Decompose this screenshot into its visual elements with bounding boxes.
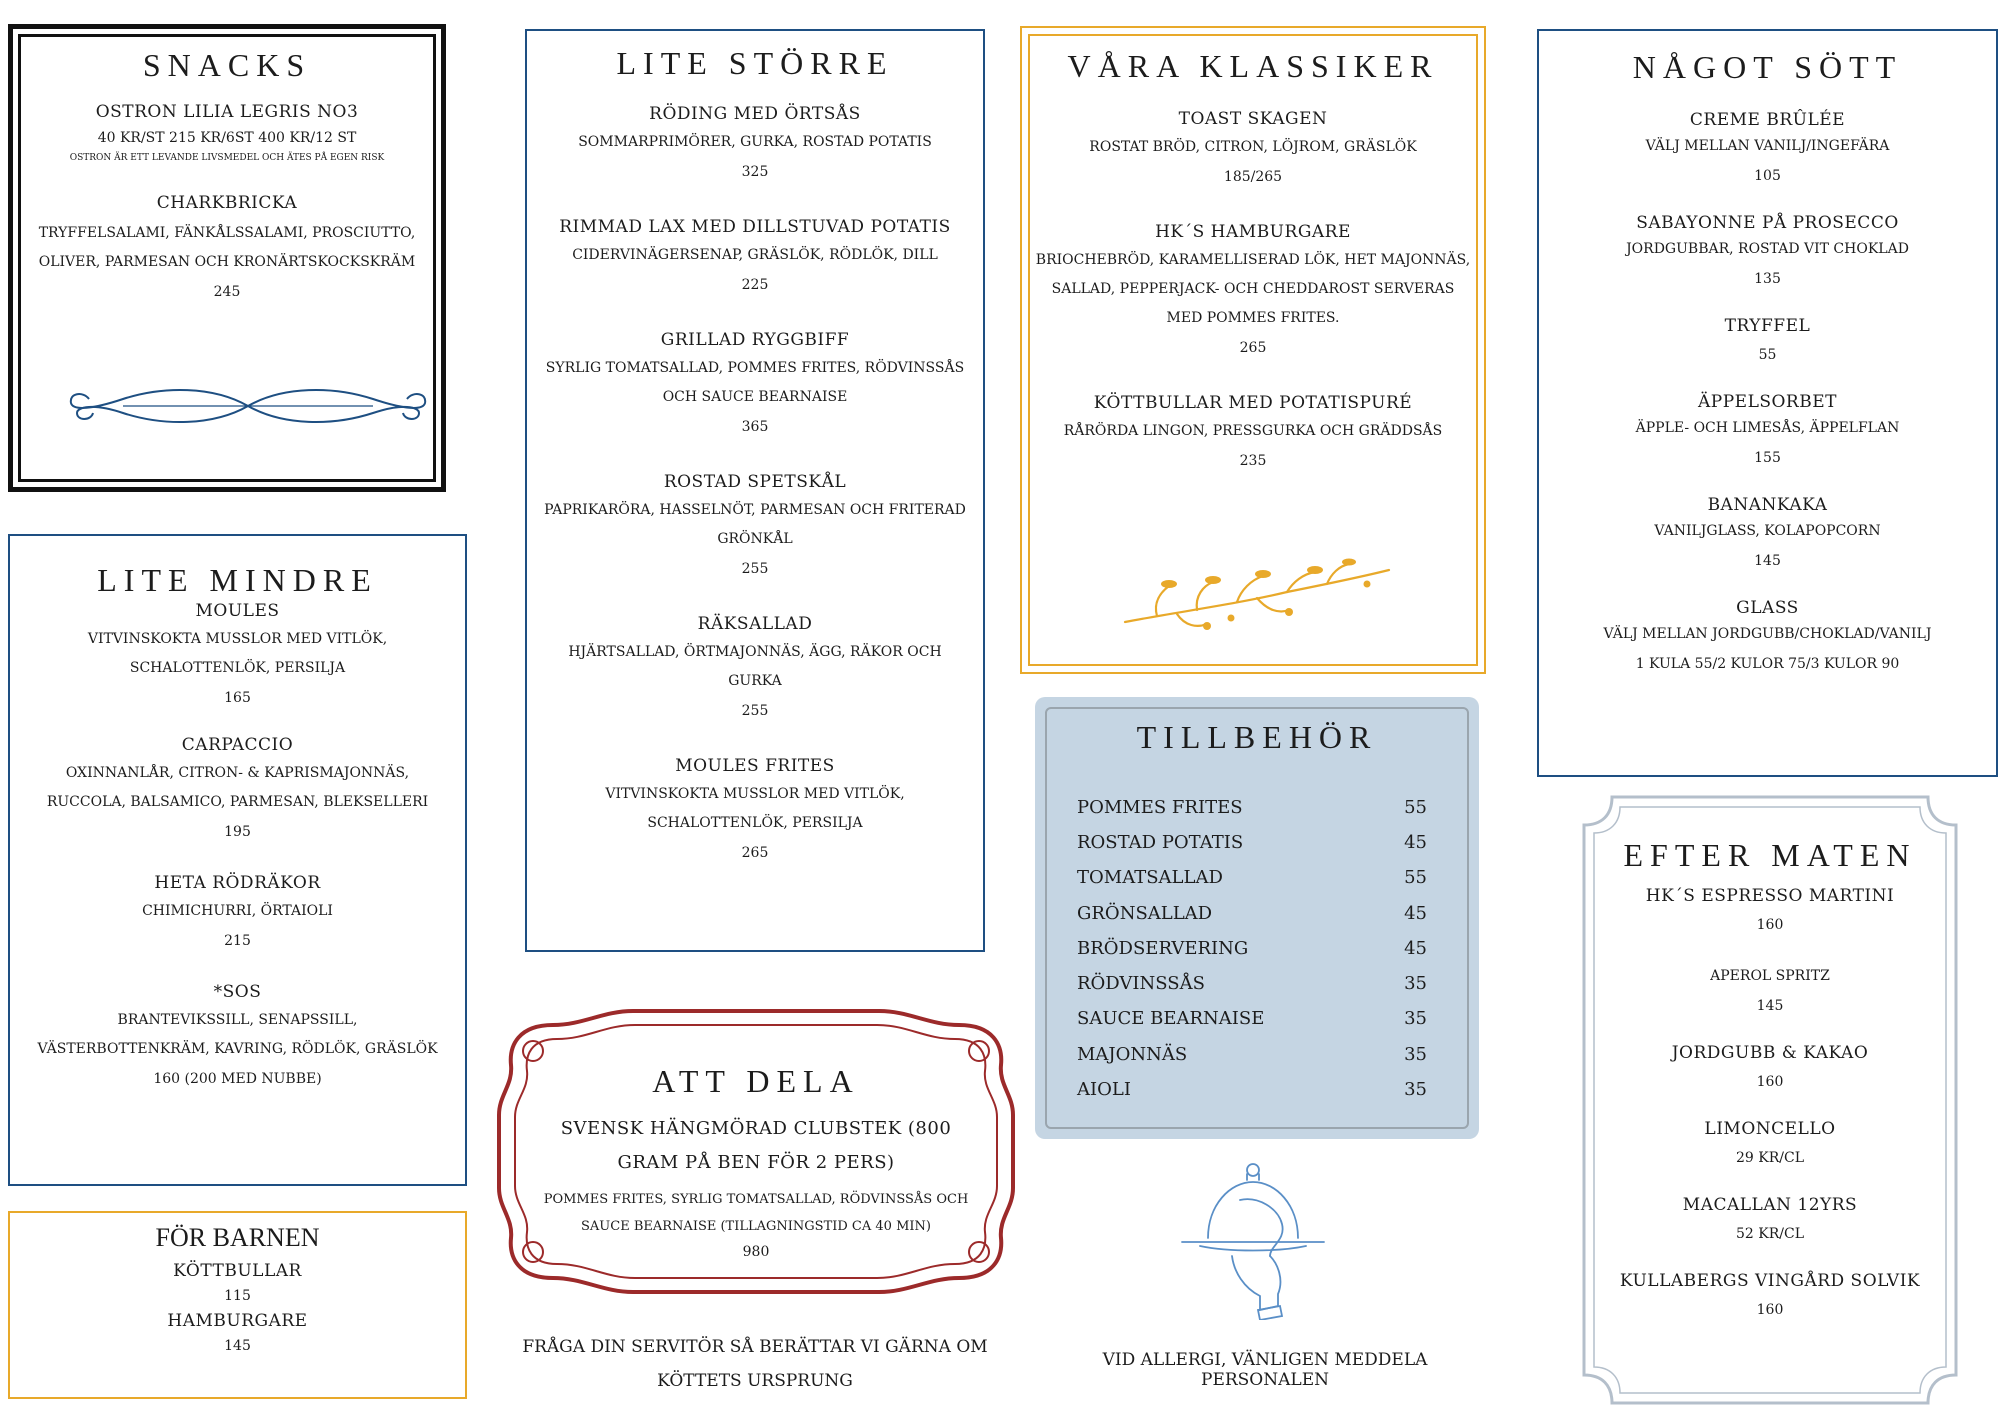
- item-name: ROSTAD POTATIS: [1077, 832, 1244, 853]
- item-name: ÄPPELSORBET: [1698, 392, 1837, 412]
- item-desc: CIDERVINÄGERSENAP, GRÄSLÖK, RÖDLÖK, DILL: [572, 247, 938, 263]
- item-price: 160: [1756, 1074, 1784, 1090]
- item-price: 145: [1754, 553, 1781, 569]
- item-price: 160: [1756, 1302, 1784, 1318]
- allergy-note: VID ALLERGI, VÄNLIGEN MEDDELA PERSONALEN: [1102, 1350, 1428, 1390]
- att-dela-title: ATT DELA: [652, 1063, 860, 1099]
- side-item: [1077, 1079, 1427, 1100]
- menu-item: [1598, 1271, 1942, 1325]
- item-name: APEROL SPRITZ: [1710, 968, 1830, 984]
- item-price: 52 KR/CL: [1736, 1226, 1804, 1242]
- for-barnen-section: [8, 1211, 467, 1399]
- menu-item: [1598, 1043, 1942, 1097]
- menu-item: [1598, 962, 1942, 1021]
- menu-item: [541, 756, 969, 868]
- lite-mindre-title: LITE MINDRE: [97, 562, 378, 598]
- item-desc: VITVINSKOKTA MUSSLOR MED VITLÖK, SCHALOTTENLÖK, PERSILJA: [87, 631, 388, 676]
- side-item: [1077, 867, 1427, 888]
- item-price: 185/265: [1223, 169, 1283, 185]
- snacks-title: SNACKS: [142, 47, 312, 83]
- item-desc: VANILJGLASS, KOLAPOPCORN: [1654, 523, 1881, 539]
- item-desc: HJÄRTSALLAD, ÖRTMAJONNÄS, ÄGG, RÄKOR OCH GURKA: [568, 644, 942, 689]
- item-name: SVENSK HÄNGMÖRAD CLUBSTEK (800 GRAM PÅ BEN FÖR 2 PERS): [560, 1118, 952, 1173]
- item-name: KÖTTBULLAR: [173, 1261, 302, 1281]
- item-name: *SOS: [213, 982, 262, 1002]
- menu-item: [33, 193, 421, 307]
- item-price: 195: [224, 824, 251, 840]
- menu-item: [1551, 110, 1984, 191]
- menu-item: [1598, 1119, 1942, 1173]
- item-name: MOULES: [195, 601, 280, 621]
- item-name: OSTRON LILIA LEGRIS NO3: [95, 102, 359, 122]
- menu-item: [30, 735, 445, 847]
- item-price: 165: [224, 690, 251, 706]
- item-desc: POMMES FRITES, SYRLIG TOMATSALLAD, RÖDVINSSÅS OCH SAUCE BEARNAISE (TILLAGNINGSTID CA 40 MIN): [543, 1192, 969, 1234]
- item-name: SABAYONNE PÅ PROSECCO: [1636, 213, 1899, 233]
- side-item: [1077, 832, 1427, 853]
- item-price: 45: [1404, 903, 1427, 924]
- item-name: TOAST SKAGEN: [1178, 109, 1328, 129]
- item-price: 225: [741, 277, 769, 293]
- menu-item: [30, 873, 445, 956]
- side-item: [1077, 938, 1427, 959]
- item-price: 265: [741, 845, 769, 861]
- item-price: 1 KULA 55/2 KULOR 75/3 KULOR 90: [1635, 656, 1900, 672]
- item-price: 45: [1404, 938, 1427, 959]
- side-item: [1077, 1008, 1427, 1029]
- menu-item: [1551, 392, 1984, 473]
- item-price: 215: [224, 933, 251, 949]
- item-name: CHARKBRICKA: [156, 193, 298, 213]
- for-barnen-title: FÖR BARNEN: [155, 1223, 320, 1252]
- item-price: 115: [224, 1288, 251, 1304]
- vara-klassiker-section: [1020, 26, 1486, 674]
- item-price: 105: [1754, 168, 1781, 184]
- menu-item: [541, 614, 969, 726]
- menu-item: [1598, 886, 1942, 940]
- item-desc: PAPRIKARÖRA, HASSELNÖT, PARMESAN OCH FRITERAD GRÖNKÅL: [544, 502, 966, 547]
- item-name: RÖDING MED ÖRTSÅS: [649, 104, 861, 124]
- menu-item: [541, 217, 969, 300]
- item-name: BRÖDSERVERING: [1077, 938, 1249, 959]
- golden-branch-icon: [1117, 556, 1397, 636]
- item-price: 145: [1756, 998, 1784, 1014]
- item-name: GRILLAD RYGGBIFF: [660, 330, 850, 350]
- side-item: [1077, 1044, 1427, 1065]
- menu-item: [1598, 1195, 1942, 1249]
- item-price: 265: [1239, 340, 1267, 356]
- menu-item: [1551, 316, 1984, 370]
- menu-item: [30, 982, 445, 1094]
- item-name: KÖTTBULLAR MED POTATISPURÉ: [1093, 393, 1413, 413]
- item-note: OSTRON ÄR ETT LEVANDE LIVSMEDEL OCH ÄTES PÅ EGEN RISK: [69, 153, 385, 163]
- item-name: TOMATSALLAD: [1077, 867, 1223, 888]
- item-name: ROSTAD SPETSKÅL: [663, 472, 847, 492]
- tillbehor-section: [1035, 697, 1479, 1139]
- item-name: RIMMAD LAX MED DILLSTUVAD POTATIS: [559, 217, 951, 237]
- item-price: 160 (200 MED NUBBE): [153, 1071, 322, 1087]
- item-price: 55: [1758, 347, 1777, 363]
- item-name: KULLABERGS VINGÅRD SOLVIK: [1619, 1271, 1921, 1291]
- item-desc: BRANTEVIKSSILL, SENAPSSILL, VÄSTERBOTTENKRÄM, KAVRING, RÖDLÖK, GRÄSLÖK: [37, 1012, 438, 1057]
- menu-item: [541, 472, 969, 584]
- lite-mindre-section: [8, 534, 467, 1186]
- item-price: 245: [213, 284, 241, 300]
- item-name: MOULES FRITES: [675, 756, 835, 776]
- item-name: HETA RÖDRÄKOR: [154, 873, 321, 893]
- side-item: [1077, 973, 1427, 994]
- item-name: BANANKAKA: [1707, 495, 1828, 515]
- item-price: 980: [742, 1244, 770, 1260]
- item-desc: ROSTAT BRÖD, CITRON, LÖJROM, GRÄSLÖK: [1089, 139, 1417, 155]
- flourish-divider-icon: [63, 381, 433, 431]
- tillbehor-title: TILLBEHÖR: [1136, 719, 1378, 755]
- serving-cloche-icon: [1178, 1160, 1328, 1320]
- lite-storre-section: [525, 29, 985, 952]
- menu-item: [1034, 222, 1472, 363]
- item-price: 325: [741, 164, 769, 180]
- item-price: 35: [1404, 1044, 1427, 1065]
- menu-item: [541, 104, 969, 187]
- item-price: 55: [1404, 867, 1427, 888]
- item-name: HAMBURGARE: [167, 1311, 308, 1331]
- item-name: HK´S HAMBURGARE: [1155, 222, 1351, 242]
- item-price: 55: [1404, 797, 1427, 818]
- item-name: TRYFFEL: [1724, 316, 1811, 336]
- item-price: 155: [1754, 450, 1781, 466]
- menu-item: [1551, 213, 1984, 294]
- item-price: 29 KR/CL: [1736, 1150, 1804, 1166]
- item-name: GRÖNSALLAD: [1077, 903, 1213, 924]
- efter-maten-title: EFTER MATEN: [1623, 837, 1917, 873]
- item-name: AIOLI: [1077, 1079, 1131, 1100]
- side-item: [1077, 903, 1427, 924]
- item-price: 255: [741, 561, 769, 577]
- att-dela-section: [493, 1005, 1019, 1298]
- item-name: CREME BRÛLÉE: [1689, 110, 1846, 130]
- nagot-sott-title: NÅGOT SÖTT: [1632, 49, 1903, 85]
- snacks-section: [8, 24, 446, 492]
- item-name: HK´S ESPRESSO MARTINI: [1645, 886, 1895, 906]
- item-desc: JORDGUBBAR, ROSTAD VIT CHOKLAD: [1626, 241, 1909, 257]
- item-price: 235: [1239, 453, 1267, 469]
- item-price: 35: [1404, 1008, 1427, 1029]
- menu-item: [1551, 495, 1984, 576]
- item-price: 35: [1404, 973, 1427, 994]
- menu-item: [30, 601, 445, 713]
- item-desc: TRYFFELSALAMI, FÄNKÅLSSALAMI, PROSCIUTTO, OLIVER, PARMESAN OCH KRONÄRTSKOCKSKRÄM: [38, 225, 416, 270]
- item-desc: BRIOCHEBRÖD, KARAMELLISERAD LÖK, HET MAJONNÄS, SALLAD, PEPPERJACK- OCH CHEDDAROST SERVERAS MED POMMES FRITES.: [1035, 252, 1471, 326]
- item-desc: CHIMICHURRI, ÖRTAIOLI: [142, 903, 333, 919]
- efter-maten-section: [1582, 795, 1958, 1405]
- item-desc: SYRLIG TOMATSALLAD, POMMES FRITES, RÖDVINSSÅS OCH SAUCE BEARNAISE: [545, 360, 965, 405]
- meat-origin-note: FRÅGA DIN SERVITÖR SÅ BERÄTTAR VI GÄRNA OM KÖTTETS URSPRUNG: [522, 1337, 988, 1391]
- menu-item: [1551, 598, 1984, 679]
- lite-storre-title: LITE STÖRRE: [616, 45, 894, 81]
- menu-item: [541, 330, 969, 442]
- item-desc: VITVINSKOKTA MUSSLOR MED VITLÖK, SCHALOTTENLÖK, PERSILJA: [605, 786, 905, 831]
- item-name: RÖDVINSSÅS: [1077, 973, 1205, 994]
- item-name: CARPACCIO: [181, 735, 294, 755]
- item-desc: SOMMARPRIMÖRER, GURKA, ROSTAD POTATIS: [578, 134, 932, 150]
- item-price: 45: [1404, 832, 1427, 853]
- menu-item: [1034, 109, 1472, 192]
- item-desc: OXINNANLÅR, CITRON- & KAPRISMAJONNÄS, RUCCOLA, BALSAMICO, PARMESAN, BLEKSELLERI: [46, 765, 429, 810]
- item-name: POMMES FRITES: [1077, 797, 1243, 818]
- item-name: JORDGUBB & KAKAO: [1671, 1043, 1869, 1063]
- item-price: 145: [224, 1338, 251, 1354]
- item-desc: VÄLJ MELLAN JORDGUBB/CHOKLAD/VANILJ: [1603, 626, 1932, 642]
- item-desc: 40 KR/ST 215 KR/6ST 400 KR/12 ST: [97, 130, 357, 146]
- item-price: 160: [1756, 917, 1784, 933]
- item-price: 135: [1754, 271, 1781, 287]
- menu-item: [13, 102, 441, 163]
- item-price: 35: [1404, 1079, 1427, 1100]
- item-desc: VÄLJ MELLAN VANILJ/INGEFÄRA: [1645, 138, 1890, 154]
- item-name: SAUCE BEARNAISE: [1077, 1008, 1265, 1029]
- item-desc: RÅRÖRDA LINGON, PRESSGURKA OCH GRÄDDSÅS: [1063, 423, 1443, 439]
- nagot-sott-section: [1537, 29, 1998, 777]
- item-price: 365: [741, 419, 769, 435]
- item-name: MACALLAN 12YRS: [1682, 1195, 1858, 1215]
- vara-klassiker-title: VÅRA KLASSIKER: [1067, 48, 1439, 84]
- item-name: GLASS: [1736, 598, 1799, 618]
- item-desc: ÄPPLE- OCH LIMESÅS, ÄPPELFLAN: [1635, 420, 1900, 436]
- item-name: LIMONCELLO: [1704, 1119, 1836, 1139]
- item-name: RÄKSALLAD: [697, 614, 813, 634]
- side-item: [1077, 797, 1427, 818]
- item-price: 255: [741, 703, 769, 719]
- item-name: MAJONNÄS: [1077, 1044, 1188, 1065]
- menu-item: [1034, 393, 1472, 476]
